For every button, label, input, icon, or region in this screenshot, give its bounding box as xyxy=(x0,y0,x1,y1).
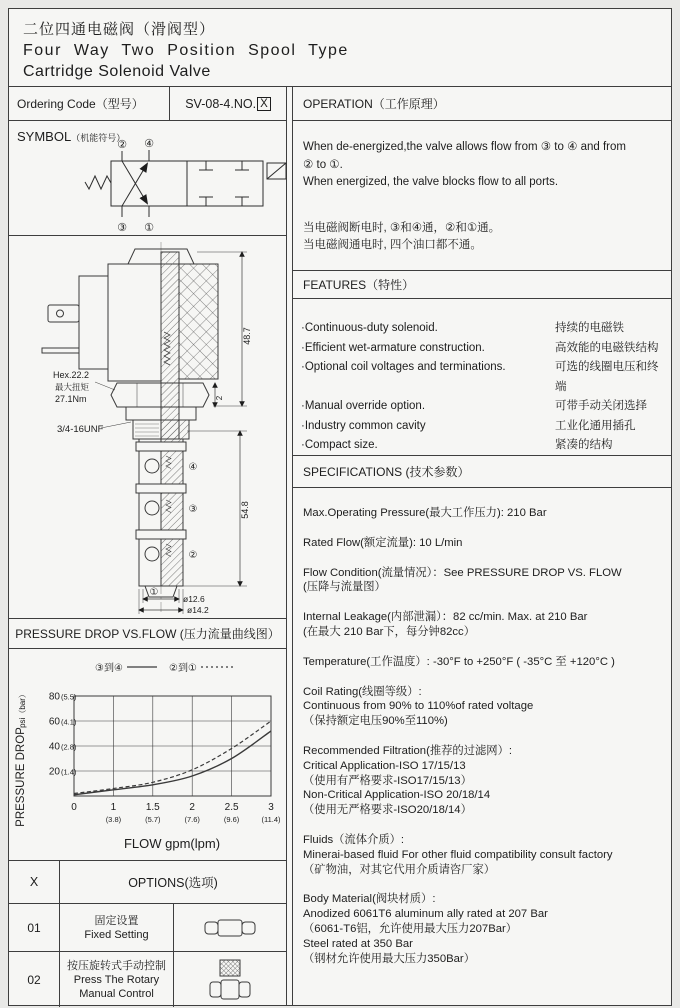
title-en-line2: Cartridge Solenoid Valve xyxy=(23,63,211,80)
fixed-setting-icon xyxy=(204,919,256,937)
option-02-code: 02 xyxy=(9,952,60,1007)
feature-item: ·Manual override option. 可带手动关闭选择 xyxy=(301,400,647,412)
spec-filtration: Recommended Filtration(推荐的过滤网）: Critical Application-ISO 17/15/13 （使用有严格要求-ISO17/15/13） Non-Critical Application-ISO 20/18/14 （使用无严格要求-ISO20/18/14） xyxy=(303,744,513,817)
ytick-20: 20 xyxy=(48,766,60,778)
feature-item: ·Efficient wet-armature construction. 高效能的电磁铁结构 xyxy=(301,341,659,354)
y-axis-label: PRESSURE DROP xyxy=(15,727,27,827)
symbol-port-2: ② xyxy=(117,139,127,151)
operation-en-text: When de-energized,the valve allows flow from ③ to ④ and from ② to ①. When energized, the valve blocks flow to all ports. xyxy=(303,141,626,188)
symbol-section xyxy=(9,121,286,236)
connector-block xyxy=(42,276,108,369)
drawing-port-1: ① xyxy=(149,587,159,598)
hex-label-line3: 27.1Nm xyxy=(55,394,87,404)
options-col-x-header: X xyxy=(9,861,60,904)
dim-54-8: 54.8 xyxy=(240,501,250,519)
oring-groove xyxy=(136,484,186,493)
operation-zh-text: 当电磁阀断电时, ③和④通，②和①通。 当电磁阀通电时, 四个油口都不通。 xyxy=(303,221,501,251)
options-col-options-header: OPTIONS(选项) xyxy=(60,861,286,904)
legend-solid-label: ③到④ xyxy=(95,663,123,674)
specifications-body xyxy=(293,488,671,1005)
oring-groove xyxy=(136,530,186,539)
xtick-0: 0 xyxy=(71,802,77,813)
spec-fluids: Fluids（流体介质）: Minerai-based fluid For other fluid compatibility consult factory （矿物油，对其它代用介质请咨厂家） xyxy=(303,833,613,876)
title-zh: 二位四通电磁阀（滑阀型） xyxy=(23,21,216,38)
hex-label-line1: Hex.22.2 xyxy=(53,370,90,380)
symbol-port-3: ③ xyxy=(117,222,127,234)
port-hole-4 xyxy=(145,459,159,473)
option-01-code: 01 xyxy=(9,904,60,952)
ytick-40-bar: (2.8) xyxy=(61,742,77,752)
ordering-code-value xyxy=(170,87,286,120)
pressure-drop-section-title: PRESSURE DROP VS.FLOW (压力流量曲线图） xyxy=(9,619,286,649)
options-table xyxy=(9,861,286,1007)
spec-temperature: Temperature(工作温度）: -30°F to +250°F ( -35°C 至 +120°C ) xyxy=(303,655,615,668)
title-block xyxy=(9,9,671,87)
feature-item: ·Optional coil voltages and terminations. 可选的线圈电压和终端 xyxy=(301,361,659,393)
features-body xyxy=(293,299,671,456)
thread-label: 3/4-16UNF xyxy=(57,424,104,435)
ytick-80: 80 xyxy=(48,691,60,703)
pressure-flow-chart xyxy=(9,649,286,861)
title-en-line1: Four Way Two Position Spool Type xyxy=(23,42,349,59)
armature-tube-section xyxy=(161,252,179,439)
feature-item: ·Industry common cavity 工业化通用插孔 xyxy=(301,419,636,432)
ordering-code-label: Ordering Code（型号） xyxy=(9,87,170,120)
x-axis-label: FLOW gpm(lpm) xyxy=(123,836,221,851)
xtick-2-5: 2.5 xyxy=(224,802,239,813)
drawing-port-3: ③ xyxy=(188,504,198,515)
ytick-40: 40 xyxy=(48,741,60,753)
solenoid-symbol xyxy=(267,163,286,179)
dim-48-7: 48.7 xyxy=(242,327,252,345)
option-01-label: 固定设置 Fixed Setting xyxy=(60,904,174,952)
valve-drawing-section xyxy=(9,236,286,619)
ytick-20-bar: (1.4) xyxy=(61,767,77,777)
left-column xyxy=(9,87,287,1005)
dim-dia-12-6: ø12.6 xyxy=(183,594,205,604)
ordering-code-x: X xyxy=(257,97,271,111)
xtick-1-5-lpm: (5.7) xyxy=(145,815,161,824)
option-02-icon-cell xyxy=(174,952,286,1007)
pressure-flow-chart-svg xyxy=(9,649,287,861)
ytick-60: 60 xyxy=(48,716,60,728)
spec-flow-condition: Flow Condition(流量情况）：See PRESSURE DROP VS. FLOW (压降与流量图） xyxy=(303,566,622,594)
specifications-section-title: SPECIFICATIONS (技术参数） xyxy=(293,456,671,488)
drawing-port-2: ② xyxy=(188,550,198,561)
coil-housing xyxy=(108,264,161,381)
ytick-60-bar: (4.1) xyxy=(61,717,77,727)
xtick-2-lpm: (7.6) xyxy=(184,815,200,824)
spec-internal-leakage: Internal Leakage(内部泄漏）：82 cc/min. Max. at 210 Bar (在最大 210 Bar下，每分钟82cc） xyxy=(303,611,588,638)
ordering-code-text: SV-08-4.NO. xyxy=(185,96,257,111)
port-hole-3 xyxy=(145,501,159,515)
oring-groove xyxy=(136,442,186,451)
rotary-manual-icon xyxy=(208,959,252,1001)
legend-dashed-label: ②到① xyxy=(169,663,197,674)
spec-body-material: Body Material(阀块材质）: Anodized 6061T6 aluminum ally rated at 207 Bar （6061-T6铝，允许使用最大压力207Bar） Steel rated at 350 Bar （钢材允许使用最大压力350Bar） xyxy=(303,893,548,965)
drawing-port-4: ④ xyxy=(188,462,198,473)
port-hole-2 xyxy=(145,547,159,561)
features-section-title: FEATURES（特性） xyxy=(293,271,671,299)
datasheet-page xyxy=(8,8,672,1006)
xtick-1-lpm: (3.8) xyxy=(105,815,122,824)
xtick-2-5-lpm: (9.6) xyxy=(223,815,240,824)
spring-symbol xyxy=(85,176,111,189)
valve-cross-section-drawing xyxy=(9,236,287,619)
ordering-code-row xyxy=(9,87,286,121)
hydraulic-symbol-diagram xyxy=(9,121,287,236)
symbol-port-4: ④ xyxy=(144,138,154,150)
operation-body xyxy=(293,121,671,271)
coil-winding-section xyxy=(179,264,218,379)
dim-2: 2 xyxy=(215,395,224,401)
terminal-pin xyxy=(42,348,79,353)
xtick-3-lpm: (11.4) xyxy=(261,815,281,824)
curve-3-to-4 xyxy=(74,731,271,795)
spec-coil-rating: Coil Rating(线圈等级）: Continuous from 90% to 110%of rated voltage （保持额定电压90%至110%) xyxy=(303,685,534,728)
symbol-port-1: ① xyxy=(144,222,154,234)
ytick-80-bar: (5.5) xyxy=(61,692,77,702)
xtick-3: 3 xyxy=(268,802,274,813)
y-axis-unit-label: psi（bar） xyxy=(18,690,27,728)
feature-item: ·Compact size. 紧凑的结构 xyxy=(301,439,613,451)
spec-rated-flow: Rated Flow(额定流量): 10 L/min xyxy=(303,536,463,549)
option-01-icon-cell xyxy=(174,904,286,952)
option-02-label: 按压旋转式手动控制 Press The Rotary Manual Control xyxy=(60,952,174,1007)
right-column xyxy=(292,87,671,1005)
hex-nut xyxy=(111,383,209,407)
operation-section-title: OPERATION（工作原理） xyxy=(293,87,671,121)
dim-dia-14-2: ø14.2 xyxy=(187,605,209,615)
spec-max-pressure: Max.Operating Pressure(最大工作压力): 210 Bar xyxy=(303,507,547,519)
xtick-1: 1 xyxy=(110,802,117,813)
xtick-1-5: 1.5 xyxy=(145,802,160,813)
xtick-2: 2 xyxy=(189,802,195,813)
curve-2-to-1 xyxy=(74,721,271,794)
feature-item: ·Continuous-duty solenoid. 持续的电磁铁 xyxy=(301,322,624,334)
hex-label-line2: 最大扭矩 xyxy=(55,382,90,392)
symbol-section-title: SYMBOL（机能符号） xyxy=(17,129,126,144)
